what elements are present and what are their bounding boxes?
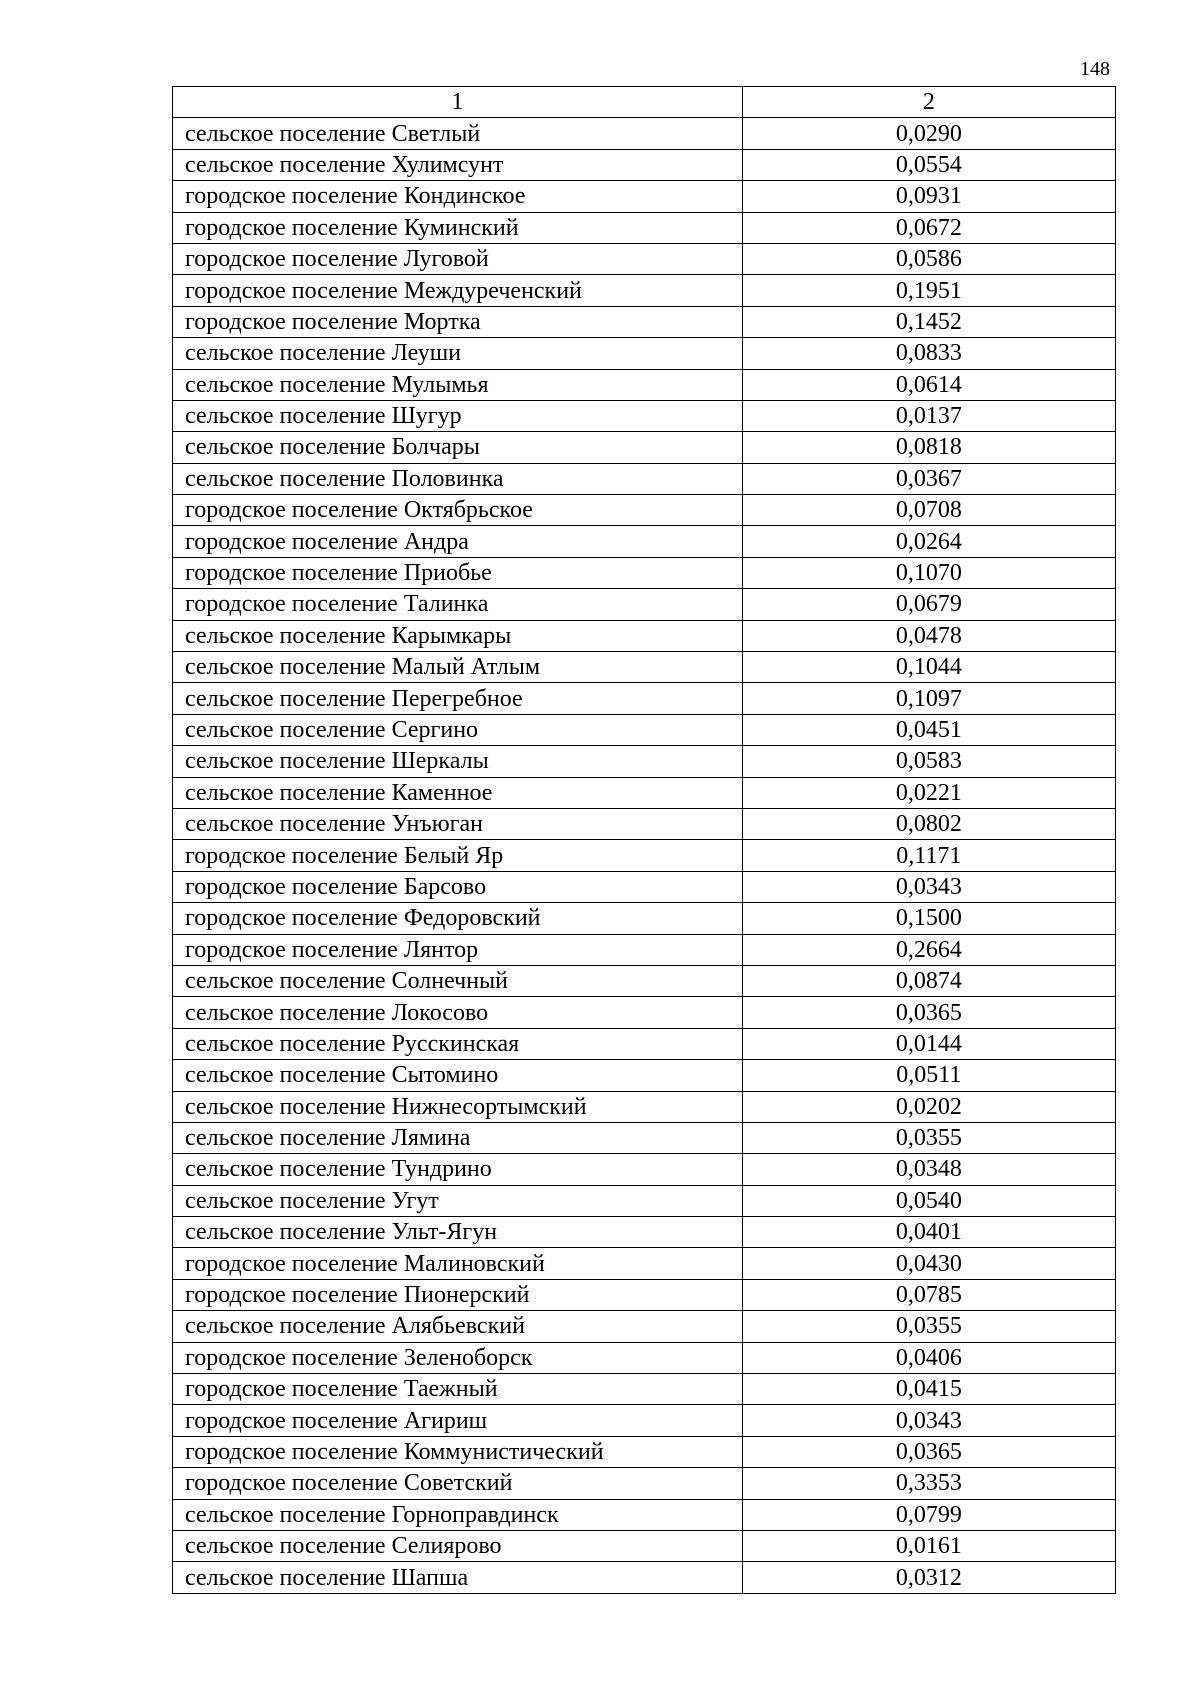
table-row	[173, 338, 1116, 369]
settlement-name: сельское поселение Ульт-Ягун	[173, 1217, 743, 1248]
settlement-value: 0,0343	[742, 1405, 1115, 1436]
table-header-row	[173, 87, 1116, 118]
settlement-name: сельское поселение Мулымья	[173, 369, 743, 400]
settlement-value: 0,0818	[742, 432, 1115, 463]
settlement-value: 0,0365	[742, 997, 1115, 1028]
table-row	[173, 1468, 1116, 1499]
settlement-value: 0,2664	[742, 934, 1115, 965]
settlement-name: сельское поселение Шеркалы	[173, 746, 743, 777]
table-row	[173, 181, 1116, 212]
settlement-name: сельское поселение Шапша	[173, 1562, 743, 1593]
table-row	[173, 432, 1116, 463]
settlement-name: сельское поселение Хулимсунт	[173, 149, 743, 180]
settlement-name: городское поселение Барсово	[173, 871, 743, 902]
settlement-name: городское поселение Талинка	[173, 589, 743, 620]
settlement-name: городское поселение Междуреченский	[173, 275, 743, 306]
settlement-name: сельское поселение Светлый	[173, 118, 743, 149]
table-row	[173, 1060, 1116, 1091]
settlement-value: 0,1500	[742, 903, 1115, 934]
table-row	[173, 589, 1116, 620]
table-row	[173, 997, 1116, 1028]
table-row	[173, 1028, 1116, 1059]
settlement-name: сельское поселение Леуши	[173, 338, 743, 369]
settlement-value: 0,0406	[742, 1342, 1115, 1373]
table-row	[173, 1122, 1116, 1153]
settlement-value: 0,0161	[742, 1530, 1115, 1561]
settlement-name: сельское поселение Болчары	[173, 432, 743, 463]
table-row	[173, 212, 1116, 243]
table-row	[173, 1405, 1116, 1436]
settlement-value: 0,0221	[742, 777, 1115, 808]
table-row	[173, 840, 1116, 871]
settlement-name: сельское поселение Горноправдинск	[173, 1499, 743, 1530]
table-row	[173, 243, 1116, 274]
settlement-value: 0,0799	[742, 1499, 1115, 1530]
page-number: 148	[1080, 58, 1110, 80]
settlement-value: 0,0367	[742, 463, 1115, 494]
settlement-name: сельское поселение Локосово	[173, 997, 743, 1028]
settlement-name: городское поселение Андра	[173, 526, 743, 557]
settlement-value: 0,0540	[742, 1185, 1115, 1216]
settlement-name: сельское поселение Шугур	[173, 400, 743, 431]
settlement-value: 0,0554	[742, 149, 1115, 180]
table-row	[173, 1530, 1116, 1561]
settlement-value: 0,0343	[742, 871, 1115, 902]
settlement-name: городское поселение Пионерский	[173, 1279, 743, 1310]
settlement-value: 0,0614	[742, 369, 1115, 400]
settlement-name: сельское поселение Половинка	[173, 463, 743, 494]
table-row	[173, 118, 1116, 149]
table-row	[173, 1311, 1116, 1342]
table-row	[173, 557, 1116, 588]
settlement-name: городское поселение Белый Яр	[173, 840, 743, 871]
settlement-value: 0,3353	[742, 1468, 1115, 1499]
settlement-value: 0,1097	[742, 683, 1115, 714]
settlement-name: городское поселение Федоровский	[173, 903, 743, 934]
settlement-value: 0,0583	[742, 746, 1115, 777]
table-row	[173, 369, 1116, 400]
settlement-name: сельское поселение Сергино	[173, 714, 743, 745]
table-row	[173, 1342, 1116, 1373]
settlement-value: 0,0679	[742, 589, 1115, 620]
settlement-value: 0,0137	[742, 400, 1115, 431]
settlement-name: городское поселение Агириш	[173, 1405, 743, 1436]
settlement-name: сельское поселение Селиярово	[173, 1530, 743, 1561]
table-body	[173, 118, 1116, 1593]
table-row	[173, 275, 1116, 306]
table-row	[173, 1499, 1116, 1530]
settlement-name: городское поселение Мортка	[173, 306, 743, 337]
settlement-value: 0,0672	[742, 212, 1115, 243]
settlement-name: сельское поселение Перегребное	[173, 683, 743, 714]
settlement-name: сельское поселение Каменное	[173, 777, 743, 808]
table-row	[173, 463, 1116, 494]
settlement-value: 0,0202	[742, 1091, 1115, 1122]
settlement-name: сельское поселение Тундрино	[173, 1154, 743, 1185]
settlement-name: сельское поселение Унъюган	[173, 808, 743, 839]
table-row	[173, 526, 1116, 557]
settlement-value: 0,0833	[742, 338, 1115, 369]
column-header-1: 1	[173, 87, 743, 118]
settlement-name: сельское поселение Карымкары	[173, 620, 743, 651]
settlement-value: 0,0290	[742, 118, 1115, 149]
settlement-name: городское поселение Кондинское	[173, 181, 743, 212]
table-row	[173, 1091, 1116, 1122]
settlement-value: 0,1951	[742, 275, 1115, 306]
settlement-name: сельское поселение Лямина	[173, 1122, 743, 1153]
settlement-value: 0,0511	[742, 1060, 1115, 1091]
settlement-value: 0,0708	[742, 495, 1115, 526]
table-row	[173, 1248, 1116, 1279]
settlement-value: 0,0874	[742, 965, 1115, 996]
settlement-name: сельское поселение Солнечный	[173, 965, 743, 996]
settlement-value: 0,0144	[742, 1028, 1115, 1059]
table-row	[173, 871, 1116, 902]
table-row	[173, 1436, 1116, 1467]
settlement-value: 0,0365	[742, 1436, 1115, 1467]
table-row	[173, 306, 1116, 337]
table-row	[173, 1562, 1116, 1593]
table-row	[173, 1217, 1116, 1248]
data-table	[172, 86, 1116, 1594]
column-header-2: 2	[742, 87, 1115, 118]
settlement-name: городское поселение Коммунистический	[173, 1436, 743, 1467]
settlement-value: 0,1171	[742, 840, 1115, 871]
settlement-value: 0,0478	[742, 620, 1115, 651]
settlement-value: 0,0430	[742, 1248, 1115, 1279]
table-row	[173, 1374, 1116, 1405]
settlement-value: 0,0785	[742, 1279, 1115, 1310]
table-row	[173, 965, 1116, 996]
table-row	[173, 1185, 1116, 1216]
table-row	[173, 1154, 1116, 1185]
settlement-value: 0,0312	[742, 1562, 1115, 1593]
settlement-name: городское поселение Советский	[173, 1468, 743, 1499]
settlement-value: 0,0348	[742, 1154, 1115, 1185]
table-row	[173, 149, 1116, 180]
settlement-value: 0,0401	[742, 1217, 1115, 1248]
settlement-value: 0,0355	[742, 1122, 1115, 1153]
settlement-value: 0,0586	[742, 243, 1115, 274]
table-row	[173, 903, 1116, 934]
settlement-name: городское поселение Малиновский	[173, 1248, 743, 1279]
table-row	[173, 400, 1116, 431]
settlement-value: 0,1044	[742, 652, 1115, 683]
settlement-name: сельское поселение Нижнесортымский	[173, 1091, 743, 1122]
settlement-value: 0,1070	[742, 557, 1115, 588]
table-row	[173, 620, 1116, 651]
settlement-value: 0,1452	[742, 306, 1115, 337]
settlement-value: 0,0355	[742, 1311, 1115, 1342]
table-row	[173, 808, 1116, 839]
settlement-value: 0,0415	[742, 1374, 1115, 1405]
settlement-value: 0,0451	[742, 714, 1115, 745]
settlement-name: сельское поселение Угут	[173, 1185, 743, 1216]
settlement-value: 0,0931	[742, 181, 1115, 212]
settlement-name: сельское поселение Алябьевский	[173, 1311, 743, 1342]
table-row	[173, 714, 1116, 745]
settlement-name: городское поселение Зеленоборск	[173, 1342, 743, 1373]
table-row	[173, 652, 1116, 683]
settlement-name: городское поселение Таежный	[173, 1374, 743, 1405]
settlement-name: сельское поселение Русскинская	[173, 1028, 743, 1059]
table-row	[173, 683, 1116, 714]
table-row	[173, 495, 1116, 526]
settlement-name: городское поселение Приобье	[173, 557, 743, 588]
settlement-name: городское поселение Луговой	[173, 243, 743, 274]
table-row	[173, 1279, 1116, 1310]
settlement-name: городское поселение Октябрьское	[173, 495, 743, 526]
settlement-value: 0,0264	[742, 526, 1115, 557]
settlement-value: 0,0802	[742, 808, 1115, 839]
settlement-name: сельское поселение Сытомино	[173, 1060, 743, 1091]
settlement-name: городское поселение Лянтор	[173, 934, 743, 965]
table-row	[173, 934, 1116, 965]
settlement-name: сельское поселение Малый Атлым	[173, 652, 743, 683]
table-row	[173, 777, 1116, 808]
settlement-name: городское поселение Куминский	[173, 212, 743, 243]
table-row	[173, 746, 1116, 777]
